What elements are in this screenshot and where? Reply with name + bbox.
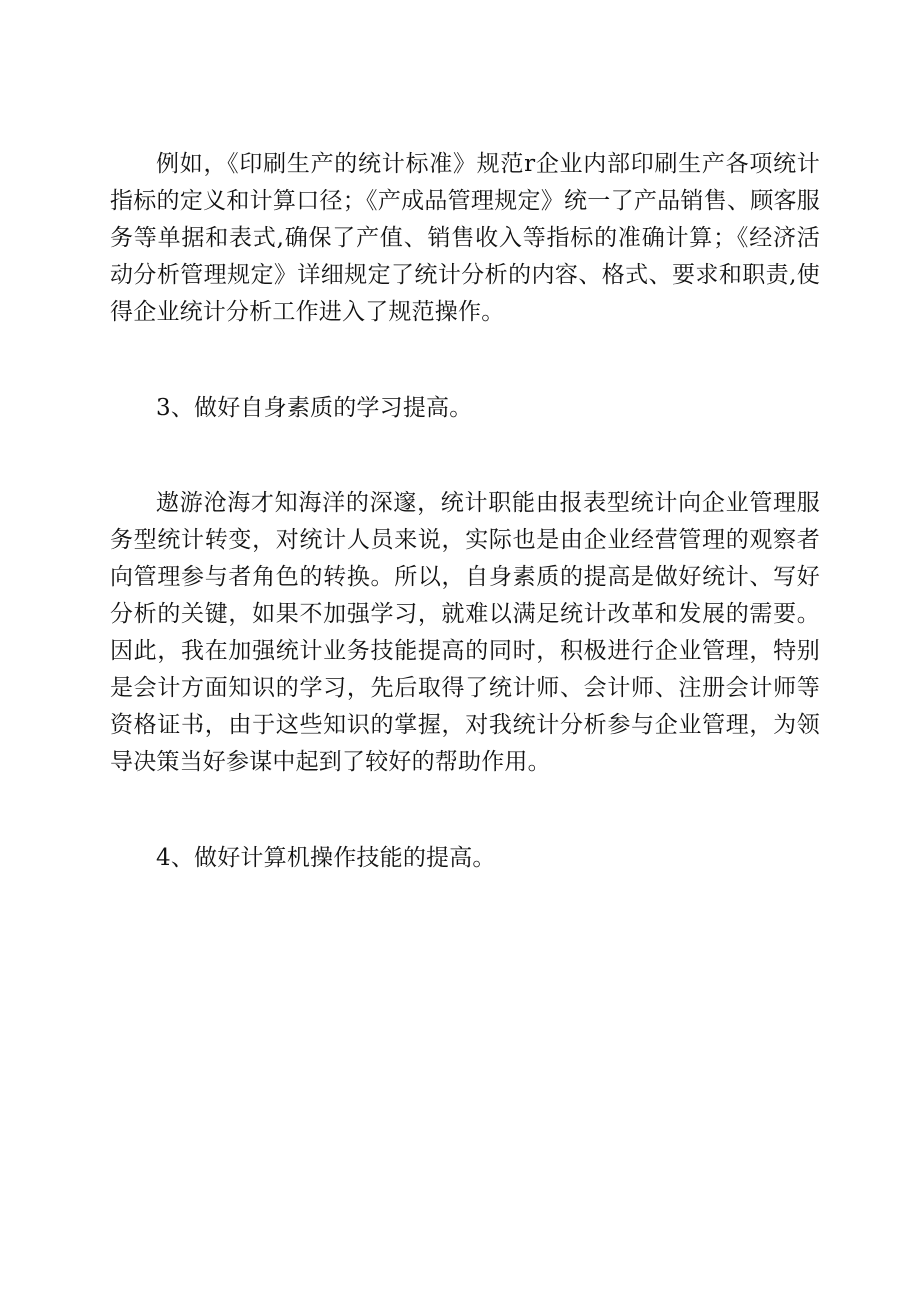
- paragraph-statistics-standards: 例如，《印刷生产的统计标准》规范r企业内部印刷生产各项统计指标的定义和计算口径；《产成品管理规定》统一了产品销售、顾客服务等单据和表式,确保了产值、销售收入等指标的准确计算；《经济活动分析管理规定》详细规定了统计分析的内容、格式、要求和职责,使得企业统计分析工作进入了规范操作。: [110, 151, 820, 325]
- paragraph-self-improvement: 遨游沧海才知海洋的深邃，统计职能由报表型统计向企业管理服务型统计转变，对统计人员来说，实际也是由企业经营管理的观察者向管理参与者角色的转换。所以，自身素质的提高是做好统计、写好分析的关键，如果不加强学习，就难以满足统计改革和发展的需要。因此，我在加强统计业务技能提高的同时，积极进行企业管理，特别是会计方面知识的学习，先后取得了统计师、会计师、注册会计师等资格证书，由于这些知识的掌握，对我统计分析参与企业管理，为领导决策当好参谋中起到了较好的帮助作用。: [110, 490, 820, 775]
- section-heading-computer-skills: 4、做好计算机操作技能的提高。: [156, 845, 496, 871]
- document-body: [110, 146, 820, 877]
- section-heading-self-improvement: 3、做好自身素质的学习提高。: [156, 395, 473, 421]
